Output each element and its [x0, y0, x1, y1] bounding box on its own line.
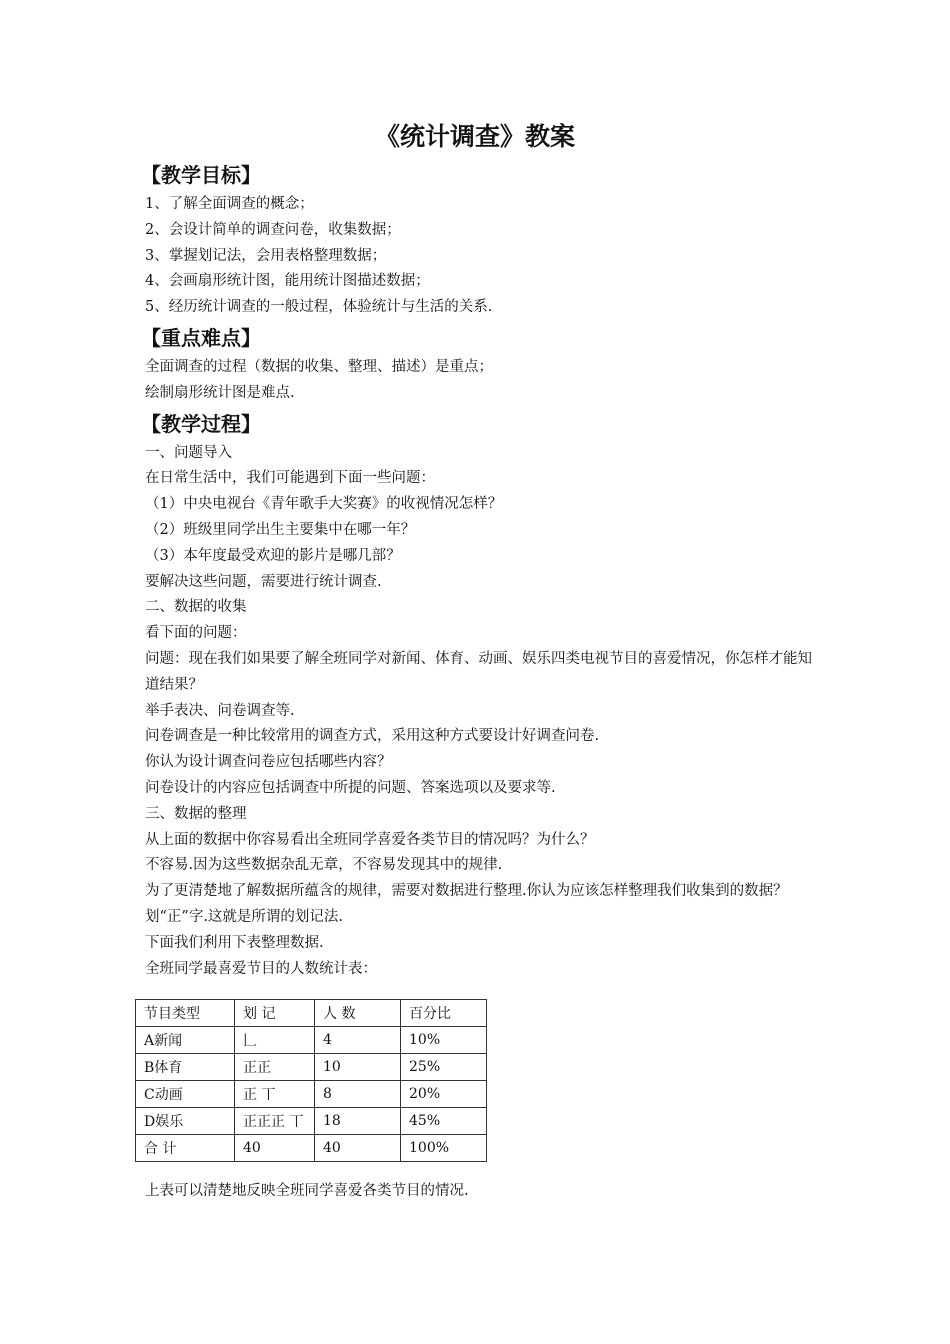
table-cell: 45%: [401, 1108, 487, 1135]
table-cell: 合 计: [136, 1135, 235, 1162]
table-cell: 8: [315, 1081, 401, 1108]
process-line: 下面我们利用下表整理数据.: [145, 934, 324, 951]
process-line: 一、问题导入: [145, 444, 232, 461]
table-cell: 10%: [401, 1027, 487, 1054]
process-line: 从上面的数据中你容易看出全班同学喜爱各类节目的情况吗？为什么？: [145, 831, 595, 848]
process-line: 不容易.因为这些数据杂乱无章，不容易发现其中的规律.: [145, 857, 503, 874]
table-cell: B体育: [136, 1054, 235, 1081]
tally-cell: 𠃊: [235, 1027, 315, 1054]
document-body: [141, 158, 815, 1205]
statistics-table: [135, 999, 487, 1162]
process-line: 举手表决、问卷调查等.: [145, 702, 295, 719]
table-cell: 100%: [401, 1135, 487, 1162]
table-caption: 全班同学最喜爱节目的人数统计表：: [145, 960, 377, 977]
tally-cell: 正 丅: [235, 1081, 315, 1108]
process-line: 三、数据的整理: [145, 805, 247, 822]
process-heading: 【教学过程】: [141, 411, 261, 436]
tally-cell: 正正: [235, 1054, 315, 1081]
process-line: 要解决这些问题，需要进行统计调查.: [145, 573, 382, 590]
process-line: 二、数据的收集: [145, 599, 247, 616]
key-point-item: 绘制扇形统计图是难点.: [145, 384, 295, 401]
table-cell: 40: [315, 1135, 401, 1162]
table-cell: 25%: [401, 1054, 487, 1081]
header-cell: 划 记: [235, 1000, 315, 1027]
tally-cell: 正正正 丅: [235, 1108, 315, 1135]
key-points-heading: 【重点难点】: [141, 325, 261, 350]
table-cell: A新闻: [136, 1027, 235, 1054]
header-cell: 人 数: [315, 1000, 401, 1027]
process-line: （2）班级里同学出生主要集中在哪一年？: [145, 521, 416, 538]
table-header-row: [136, 1000, 487, 1027]
table-cell: 40: [235, 1135, 315, 1162]
table-conclusion: 上表可以清楚地反映全班同学喜爱各类节目的情况.: [145, 1183, 469, 1200]
table-row: [136, 1081, 487, 1108]
table-row: [136, 1054, 487, 1081]
table-total-row: [136, 1135, 487, 1162]
objective-item: 4、会画扇形统计图，能用统计图描述数据；: [145, 273, 430, 290]
table-cell: D娱乐: [136, 1108, 235, 1135]
process-line: 问卷设计的内容应包括调查中所提的问题、答案选项以及要求等.: [145, 779, 556, 796]
process-line: 问题：现在我们如果要了解全班同学对新闻、体育、动画、娱乐四类电视节目的喜爱情况，你怎样才能知道结果？: [145, 650, 812, 693]
process-line: 在日常生活中，我们可能遇到下面一些问题：: [145, 470, 435, 487]
objectives-heading: 【教学目标】: [141, 163, 261, 187]
header-cell: 百分比: [401, 1000, 487, 1027]
table-cell: C动画: [136, 1081, 235, 1108]
process-line: 为了更清楚地了解数据所蕴含的规律，需要对数据进行整理.你认为应该怎样整理我们收集到的数据？: [145, 883, 788, 900]
objective-item: 2、会设计简单的调查问卷，收集数据；: [145, 221, 401, 238]
process-line: 问卷调查是一种比较常用的调查方式，采用这种方式要设计好调查问卷.: [145, 728, 600, 745]
header-cell: 节目类型: [136, 1000, 235, 1027]
table-row: [136, 1108, 487, 1135]
objective-item: 5、经历统计调查的一般过程，体验统计与生活的关系.: [145, 299, 493, 316]
process-line: （1）中央电视台《青年歌手大奖赛》的收视情况怎样？: [145, 496, 503, 513]
process-line: （3）本年度最受欢迎的影片是哪几部？: [145, 547, 401, 564]
key-point-item: 全面调查的过程（数据的收集、整理、描述）是重点；: [145, 358, 493, 375]
process-line: 看下面的问题：: [145, 625, 247, 642]
objective-item: 1、了解全面调查的概念；: [145, 196, 314, 212]
objective-item: 3、掌握划记法，会用表格整理数据；: [145, 247, 387, 264]
table-cell: 4: [315, 1027, 401, 1054]
table-row: [136, 1027, 487, 1054]
table-cell: 10: [315, 1054, 401, 1081]
process-line: 划“正”字.这就是所谓的划记法.: [145, 908, 344, 925]
document-title: 《统计调查》教案: [374, 122, 575, 151]
table-cell: 18: [315, 1108, 401, 1135]
process-line: 你认为设计调查问卷应包括哪些内容？: [145, 754, 392, 771]
table-cell: 20%: [401, 1081, 487, 1108]
